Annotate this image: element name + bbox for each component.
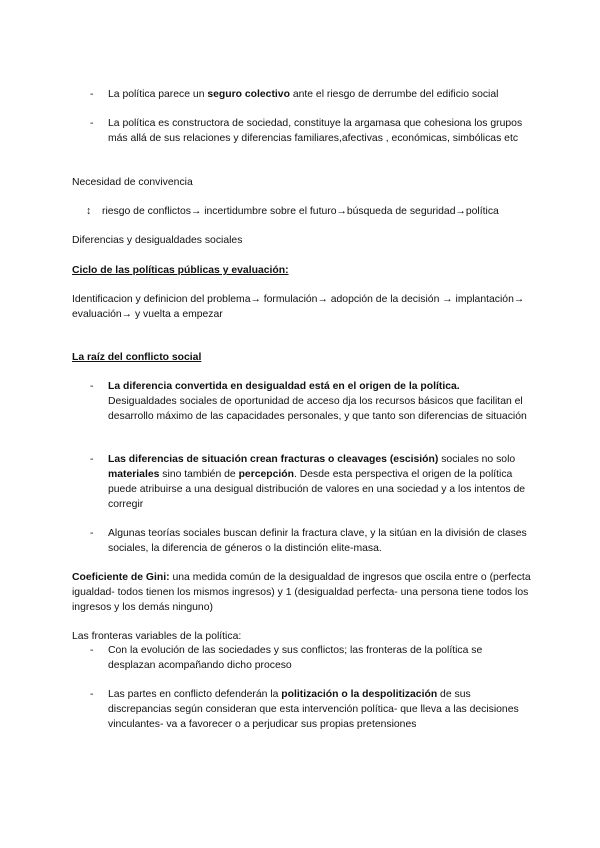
fronteras-heading: Las fronteras variables de la política:: [72, 631, 242, 642]
ciclo-text: Identificacion y definicion del problema→ formulación→ adopción de la decisión → implantación→ evaluación→ y vuelta a empezar: [72, 294, 525, 320]
bullet-marker: -: [90, 118, 94, 129]
bullet-teorias-sociales: Algunas teorías sociales buscan definir la fractura clave, y la sitúan en la división de clases sociales, la diferencia de géneros o la distinción elite-masa.: [108, 528, 527, 554]
arrow-row-text: riesgo de conflictos→ incertidumbre sobre el futuro→búsqueda de seguridad→política: [102, 206, 499, 217]
diferencias-desigualdades: Diferencias y desigualdades sociales: [72, 235, 243, 246]
bold-run: politización o la despolitización: [281, 689, 438, 700]
raiz-heading: La raíz del conflicto social: [72, 352, 202, 363]
text-run: de sus discrepancias según consideran que esta intervención política- que lleva a las decisiones vinculantes- va a favorecer o a perjudicar sus propias pretensiones: [108, 689, 519, 730]
updown-arrow-icon: ↕: [86, 206, 92, 217]
bold-run: La diferencia convertida en desigualdad está en el origen de la política.: [108, 381, 460, 392]
ciclo-heading: Ciclo de las políticas públicas y evaluación:: [72, 265, 289, 276]
bullet-fracturas: [108, 452, 532, 512]
bold-run: materiales: [108, 469, 160, 480]
text-run: sino también de: [159, 469, 239, 480]
text-run: una medida común de la desigualdad de ingresos que oscila entre o (perfecta igualdad- todos tienen los mismos ingresos) y 1 (desigualdad perfecta- una persona tiene todos los ingresos y los demás ninguno): [72, 572, 531, 613]
bold-run: seguro colectivo: [207, 89, 290, 100]
bullet-constructora: La política es constructora de sociedad, constituye la argamasa que cohesiona los grupos más allá de sus relaciones y diferencias familiares,afectivas , económicas, simbólicas etc: [108, 118, 523, 144]
bold-run: percepción: [238, 469, 294, 480]
text-run: . Desde esta perspectiva el origen de la política puede atribuirse a una desigual distribución de valores en una sociedad y a los intentos de corregir: [108, 469, 526, 510]
necesidad-convivencia: Necesidad de convivencia: [72, 177, 193, 188]
text-run: Desigualdades sociales de oportunidad de acceso dja los recursos básicos que facilitan el desarrollo máximo de las capacidades personales, y que tanto son diferencias de situación: [108, 396, 527, 422]
text-run: La política parece un: [108, 89, 208, 100]
gini-paragraph: [72, 570, 532, 615]
arrow-row: [86, 204, 546, 219]
text-run: Las partes en conflicto defenderán la: [108, 689, 282, 700]
bullet-marker: -: [90, 89, 94, 100]
bullet-seguro-colectivo: [108, 87, 532, 102]
bullet-marker: -: [90, 645, 94, 656]
bullet-marker: -: [90, 689, 94, 700]
bullet-diferencia-desigualdad: [108, 379, 532, 424]
bold-run: Las diferencias de situación crean fracturas o cleavages (escisión): [108, 454, 439, 465]
bullet-marker: -: [90, 454, 94, 465]
text-run: sociales no solo: [438, 454, 516, 465]
bullet-evolucion: Con la evolución de las sociedades y sus conflictos; las fronteras de la política se desplazan acompañando dicho proceso: [108, 645, 483, 671]
bullet-marker: -: [90, 381, 94, 392]
bold-run: Coeficiente de Gini:: [72, 572, 170, 583]
text-run: ante el riesgo de derrumbe del edificio social: [289, 89, 499, 100]
bullet-marker: -: [90, 528, 94, 539]
bullet-politizacion: [108, 687, 532, 732]
